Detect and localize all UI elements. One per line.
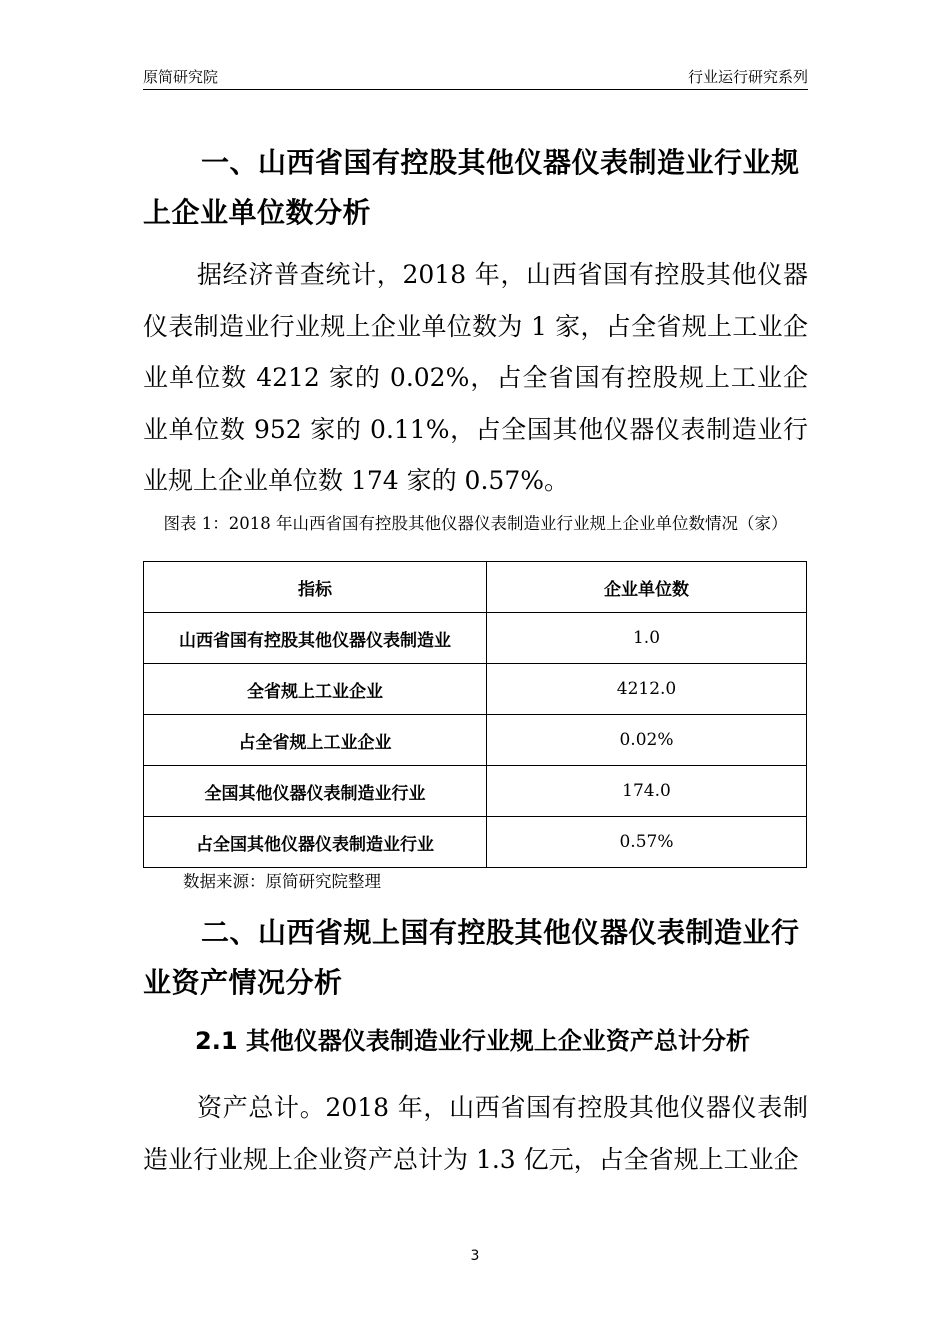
row-label: 全国其他仪器仪表制造业行业 (144, 766, 487, 817)
section-1-title: 一、山西省国有控股其他仪器仪表制造业行业规上企业单位数分析 (143, 146, 800, 229)
row-label: 全省规上工业企业 (144, 664, 487, 715)
header-series-name: 行业运行研究系列 (687, 68, 808, 86)
row-label: 占全省规上工业企业 (144, 715, 487, 766)
column-header-enterprise-count: 企业单位数 (487, 562, 807, 613)
table-row (144, 766, 807, 817)
header-org-name: 原简研究院 (143, 68, 219, 86)
section-2-title: 二、山西省规上国有控股其他仪器仪表制造业行业资产情况分析 (143, 916, 800, 999)
row-value: 1.0 (487, 613, 807, 664)
section-1-paragraph: 据经济普查统计，2018 年，山西省国有控股其他仪器仪表制造业行业规上企业单位数为 1 家，占全省规上工业企业单位数 4212 家的 0.02%，占全省国有控股规上工业企业单位数 952 家的 0.11%，占全国其他仪器仪表制造业行业规上企业单位数 174 家的 0.57%。 (143, 260, 808, 495)
section-2-1-subtitle: 2.1 其他仪器仪表制造业行业规上企业资产总计分析 (195, 1027, 750, 1055)
row-label: 占全国其他仪器仪表制造业行业 (144, 817, 487, 868)
row-value: 0.57% (487, 817, 807, 868)
table-row (144, 817, 807, 868)
table-row (144, 613, 807, 664)
page-header (143, 64, 808, 90)
page-number: 3 (470, 1248, 480, 1264)
table-source-note: 数据来源：原简研究院整理 (183, 872, 381, 891)
section-2-paragraph: 资产总计。2018 年，山西省国有控股其他仪器仪表制造业行业规上企业资产总计为 1.3 亿元，占全省规上工业企 (143, 1093, 808, 1174)
column-header-indicator: 指标 (144, 562, 487, 613)
row-value: 174.0 (487, 766, 807, 817)
table-header-row (144, 562, 807, 613)
table-row (144, 715, 807, 766)
row-label: 山西省国有控股其他仪器仪表制造业 (144, 613, 487, 664)
row-value: 0.02% (487, 715, 807, 766)
row-value: 4212.0 (487, 664, 807, 715)
enterprise-count-table (143, 561, 807, 868)
table-row (144, 664, 807, 715)
table-caption: 图表 1：2018 年山西省国有控股其他仪器仪表制造业行业规上企业单位数情况（家） (163, 514, 788, 533)
